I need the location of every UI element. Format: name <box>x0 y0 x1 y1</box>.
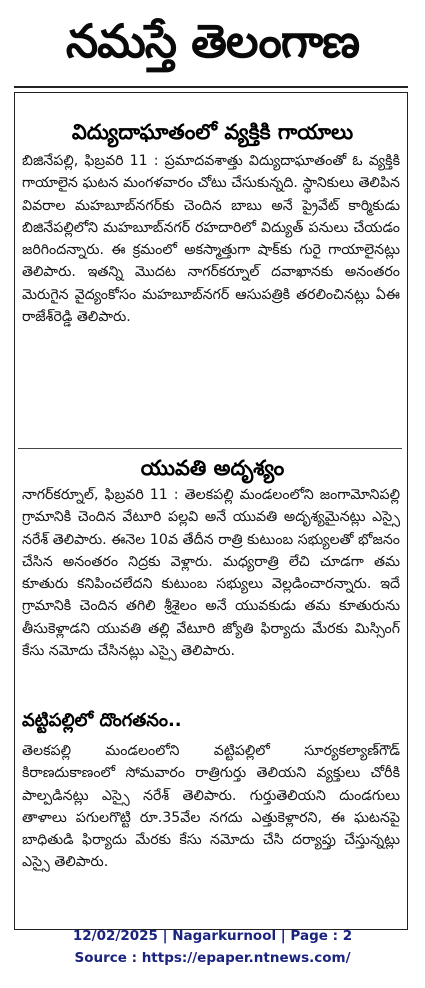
footer-date-edition: 12/02/2025 | Nagarkurnool | Page : 2 <box>72 928 353 944</box>
footer-source-link[interactable]: Source : https://epaper.ntnews.com/ <box>74 950 351 966</box>
article-2-headline: యువతి అదృశ్యం <box>140 456 285 480</box>
masthead <box>0 6 425 76</box>
article-3-headline: వట్టిపల్లిలో దొంగతనం.. <box>22 710 182 731</box>
article-1-body: బిజినేపల్లి, ఫిబ్రవరి 11 : ప్రమాదవశాత్తు విద్యుదాఘాతంతో ఓ వ్యక్తికి గాయాలైన ఘటన మంగళవారం చోటు చేసుకున్నది. స్థానికులు తెలిపిన వివరాల మహబూబ్‌నగర్‌కు చెందిన బాబు అనే ప్రైవేట్ కార్మికుడు బిజినేపల్లిలోని మహబూబ్‌నగర్ రహదారిలో విద్యుత్ పనులు చేయడం జరిగిందన్నారు. ఈ క్రమంలో అకస్మాత్తుగా షాక్‌కు గురై గాయాలైనట్లు తెలిపారు. ఇతన్ని మొదట నాగర్‌కర్నూల్ దవాఖానకు అనంతరం మెరుగైన వైద్యంకోసం మహబూబ్‌నగర్ ఆసుపత్రికి తరలించినట్లు ఏఈ రాజేశ్‌రెడ్డి తెలిపారు. <box>22 153 400 326</box>
article-1-headline: విద్యుదాఘాతంలో వ్యక్తికి గాయాలు <box>71 120 354 144</box>
newspaper-title: నమస్తే తెలంగాణ <box>65 14 360 68</box>
top-rule <box>14 86 408 88</box>
article-2-body: నాగర్‌కర్నూల్, ఫిబ్రవరి 11 : తెలకపల్లి మండలంలోని జంగామోనిపల్లి గ్రామానికి చెందిన వేటూరి పల్లవి అనే యువతి అదృశ్యమైనట్లు ఎస్సై నరేశ్ తెలిపారు. ఈనెల 10వ తేదీన రాత్రి కుటుంబ సభ్యులతో భోజనం చేసిన అనంతరం నిద్రకు వెళ్లారు. మధ్యరాత్రి లేచి చూడగా తమ కూతురు కనిపించలేదని కుటుంబ సభ్యులు వెల్లడించారన్నారు. ఇదే గ్రామానికి చెందిన తగిలి శ్రీశైలం అనే యువకుడు తమ కూతురును తీసుకెళ్లాడని యువతి తల్లి వేటూరి జ్యోతి ఫిర్యాదు మేరకు మిస్సింగ్ కేసు నమోదు చేసినట్లు ఎస్సై తెలిపారు. <box>22 487 400 660</box>
separator <box>18 448 402 449</box>
article-3-body: తెలకపల్లి మండలంలోని వట్టిపల్లిలో సూర్యకల్యాణ్‌గౌడ్ కిరాణదుకాణంలో సోమవారం రాత్రిగుర్తు తెలియని వ్యక్తులు చోరీకి పాల్పడినట్లు ఎస్సై నరేశ్ తెలిపారు. గుర్తుతెలియని దుండగులు తాళాలు పగులగొట్టి రూ.35వేల నగదు ఎత్తుకెళ్లారని, ఈ ఘటనపై బాధితుడి ఫిర్యాదు మేరకు కేసు నమోదు చేసి దర్యాప్తు చేస్తున్నట్లు ఎస్సై తెలిపారు. <box>22 743 400 871</box>
